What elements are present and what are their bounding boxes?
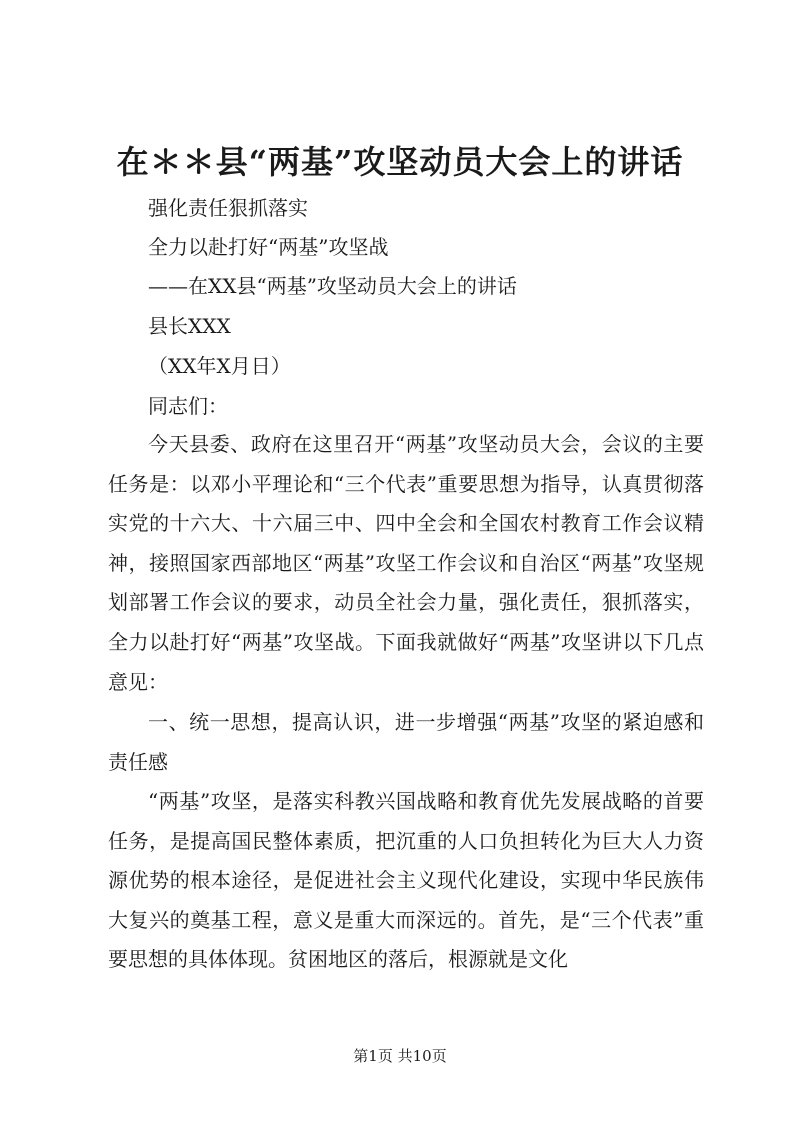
subtitle-line-2: 全力以赴打好“两基”攻坚战	[148, 235, 389, 259]
paragraph-2: “两基”攻坚，是落实科教兴国战略和教育优先发展战略的首要任务，是提高国民整体素质，把沉重的人口负担转化为巨大人力资源优势的根本途径，是促进社会主义现代化建设，实现中华民族伟大复兴的奠基工程，意义是重大而深远的。首先，是“三个代表”重要思想的具体体现。贫困地区的落后，根源就是文化	[108, 789, 704, 972]
paragraph-1: 今天县委、政府在这里召开“两基”攻坚动员大会，会议的主要任务是：以邓小平理论和“三个代表”重要思想为指导，认真贯彻落实党的十六大、十六届三中、四中全会和全国农村教育工作会议精神，接照国家西部地区“两基”攻坚工作会议和自治区“两基”攻坚规划部署工作会议的要求，动员全社会力量，强化责任，狠抓落实，全力以赴打好“两基”攻坚战。下面我就做好“两基”攻坚讲以下几点意见：	[108, 432, 704, 694]
salutation-line: 同志们：	[148, 394, 228, 418]
speaker-line: 县长XXX	[148, 314, 231, 338]
subtitle-line-1: 强化责任狠抓落实	[148, 196, 308, 220]
date-line: （XX年X月日）	[148, 354, 291, 378]
document-title: 在＊＊县“两基”攻坚动员大会上的讲话	[116, 143, 684, 181]
page-footer: 第1页 共10页	[353, 1047, 447, 1065]
paragraph-heading-1: 一、统一思想，提高认识，进一步增强“两基”攻坚的紧迫感和责任感	[108, 710, 704, 774]
subtitle-line-3: ——在XX县“两基”攻坚动员大会上的讲话	[148, 274, 517, 298]
